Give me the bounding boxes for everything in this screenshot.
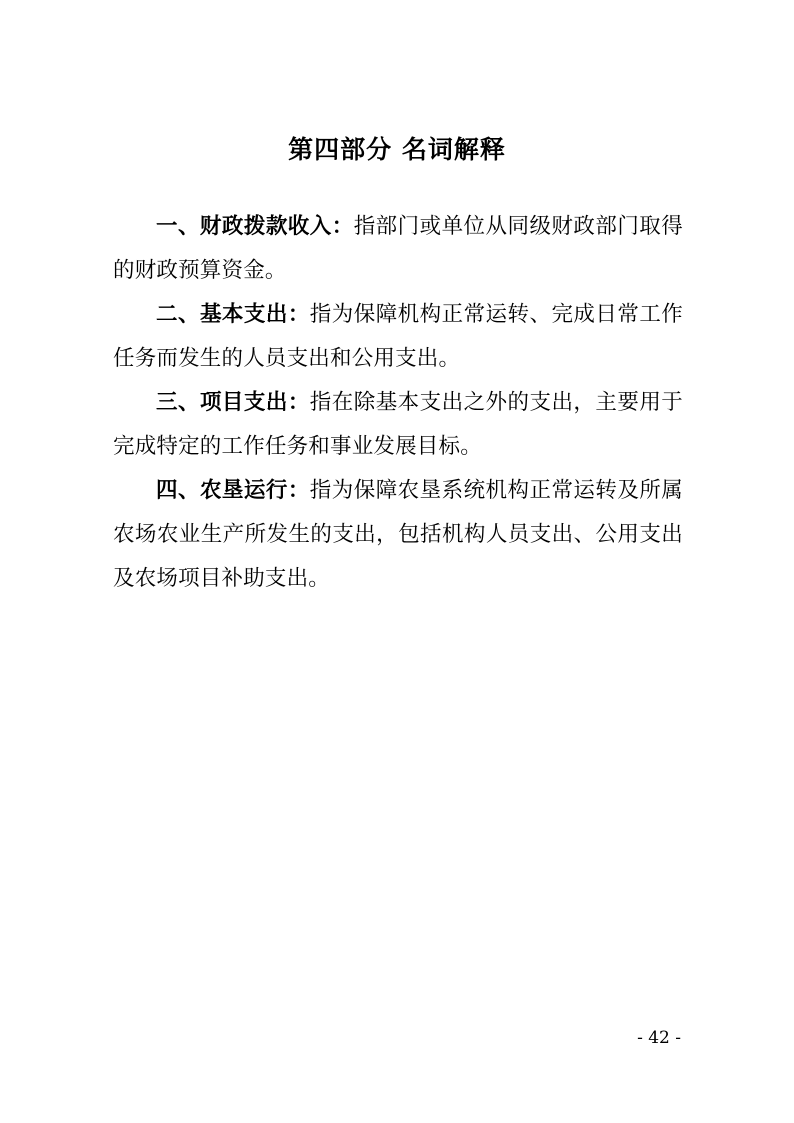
paragraph-2-text: 指为保障机构正常运转、完成日常工作任务而发生的人员支出和公用支出。 xyxy=(113,302,684,371)
paragraph-2-lead: 二、基本支出： xyxy=(156,302,310,327)
paragraph-1-lead: 一、财政拨款收入： xyxy=(156,214,354,239)
paragraph-3 xyxy=(113,381,683,469)
paragraph-1-text: 指部门或单位从同级财政部门取得的财政预算资金。 xyxy=(113,214,683,283)
paragraph-2 xyxy=(113,293,683,381)
paragraph-3-lead: 三、项目支出： xyxy=(156,390,310,415)
paragraph-3-text: 指在除基本支出之外的支出，主要用于完成特定的工作任务和事业发展目标。 xyxy=(113,390,684,459)
paragraph-1 xyxy=(113,205,683,293)
paragraph-4-lead: 四、农垦运行： xyxy=(156,478,310,503)
page-number: - 42 - xyxy=(637,1028,681,1048)
paragraph-4-text: 指为保障农垦系统机构正常运转及所属农场农业生产所发生的支出，包括机构人员支出、公用支出及农场项目补助支出。 xyxy=(113,478,684,591)
document-body xyxy=(113,205,683,601)
page-title: 第四部分 名词解释 xyxy=(288,135,506,164)
paragraph-4 xyxy=(113,469,683,601)
